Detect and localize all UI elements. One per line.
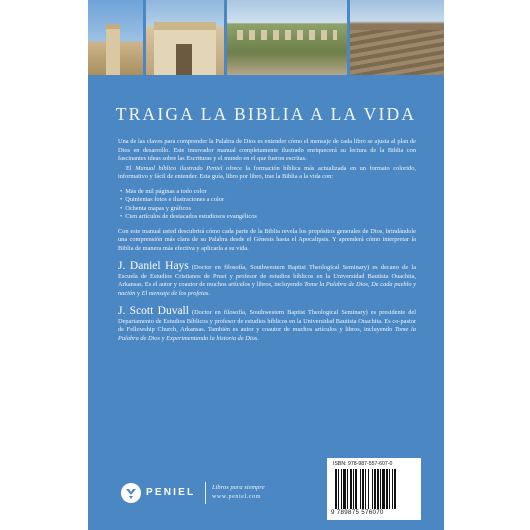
book-title-ref: Tome la Palabra de Dios, De cada pueblo y nación — [118, 281, 416, 297]
isbn-label: ISBN: 978-987-557-607-0 — [333, 461, 393, 467]
author-bio-text: y — [135, 289, 142, 297]
author-name: J. Daniel Hays — [118, 260, 189, 273]
barcode — [327, 458, 421, 520]
ruins-street-photo — [227, 0, 347, 75]
feature-item: • Cien artículos de destacados estudiosos evangélicos — [120, 213, 416, 222]
author-bio-text: (Doctor en filosofía, Southwestern Baptist Theological Seminary) es decano de la Escuela de Estudios Cristianos de Pruet y profesor de estudios bíblicos en la Universidad Bautista Ouachita, Arkansas. Es el autor y coautor de muchos artículos y libros, incluyendo — [118, 264, 417, 289]
book-title-ref: Experimentando la historia de Dios — [166, 334, 258, 342]
description-body — [118, 138, 416, 344]
author-bio-text: . — [257, 334, 259, 342]
book-title-ref: Manual bíblico ilustrado Peniel — [135, 164, 223, 172]
intro-paragraph: Una de las claves para comprender la Palabra de Dios es entender cómo el mensaje de cada libro se ajusta al plan de Dios en desarrollo. Este innovador manual completamente ilustrado enriquecerá su lectura de la Biblia con fascinantes ideas sobre las Escrituras y el mundo en el que fueron escritas. — [118, 138, 416, 162]
peniel-logo-icon — [120, 482, 142, 504]
intro-text-post: ofrece la formación bíblica más actualizada en un formato colorido, informativo y fácil de entender. Esta guía, libro por libro, trae la Biblia a la vida con: — [118, 164, 416, 180]
feature-item: • Más de mil páginas a todo color — [120, 188, 416, 197]
author-bio-text: y — [159, 334, 167, 342]
publisher-website: www.peniel.com — [212, 494, 261, 500]
book-title-ref: El mensaje de los profetas — [141, 289, 209, 297]
column-photo — [88, 0, 143, 75]
intro-paragraph-2 — [118, 165, 416, 182]
author-name: J. Scott Duvall — [118, 305, 189, 318]
temple-photo — [146, 0, 224, 75]
author-bio-text: . — [208, 289, 210, 297]
barcode-bar — [396, 469, 397, 509]
book-title-ref: Tome la Palabra de Dios — [118, 326, 416, 342]
theatre-shape — [350, 30, 444, 75]
feature-item: • Quinientas fotos e ilustraciones a color — [120, 196, 416, 205]
ruins-row — [237, 30, 337, 40]
closing-paragraph: Con este manual usted descubrirá cómo cada parte de la Biblia revela los propósitos generales de Dios, brindándole una comprensión más clara de su Palabra desde el Génesis hasta el Apocalipsis. Y aprenderá cómo interpretar la Biblia de manera más efectiva y aplicarla a su vida. — [118, 227, 416, 252]
column-shape — [106, 24, 120, 75]
feature-item: • Ochenta mapas y gráficos — [120, 205, 416, 214]
publisher-tagline: Libros para siempre — [212, 484, 265, 491]
cover-title: TRAIGA LA BIBLIA A LA VIDA — [115, 104, 417, 124]
barcode-number: 9 789875 576070 — [331, 509, 384, 516]
intro-text-pre: El — [126, 164, 136, 172]
author-bio-duvall — [118, 307, 416, 343]
publisher-name: PENIEL — [146, 487, 196, 498]
author-bio-hays — [118, 262, 416, 298]
temple-door — [176, 44, 192, 75]
barcode-bars — [335, 469, 415, 509]
book-back-cover — [88, 0, 444, 530]
photo-strip — [88, 0, 444, 75]
theatre-photo — [350, 0, 444, 75]
feature-list — [120, 188, 416, 222]
author-bio-text: (Doctor en filosofía, Southwestern Baptist Theological Seminary) es presidente del Departamento de Estudios Bíblicos y profesor de estudios bíblicos en la Universidad Bautista Ouachita. Es co-pastor de Fellowship Church, Arkansas. También es autor y coautor de muchos artículos y libros, incluyendo — [118, 309, 416, 334]
divider — [205, 482, 206, 504]
